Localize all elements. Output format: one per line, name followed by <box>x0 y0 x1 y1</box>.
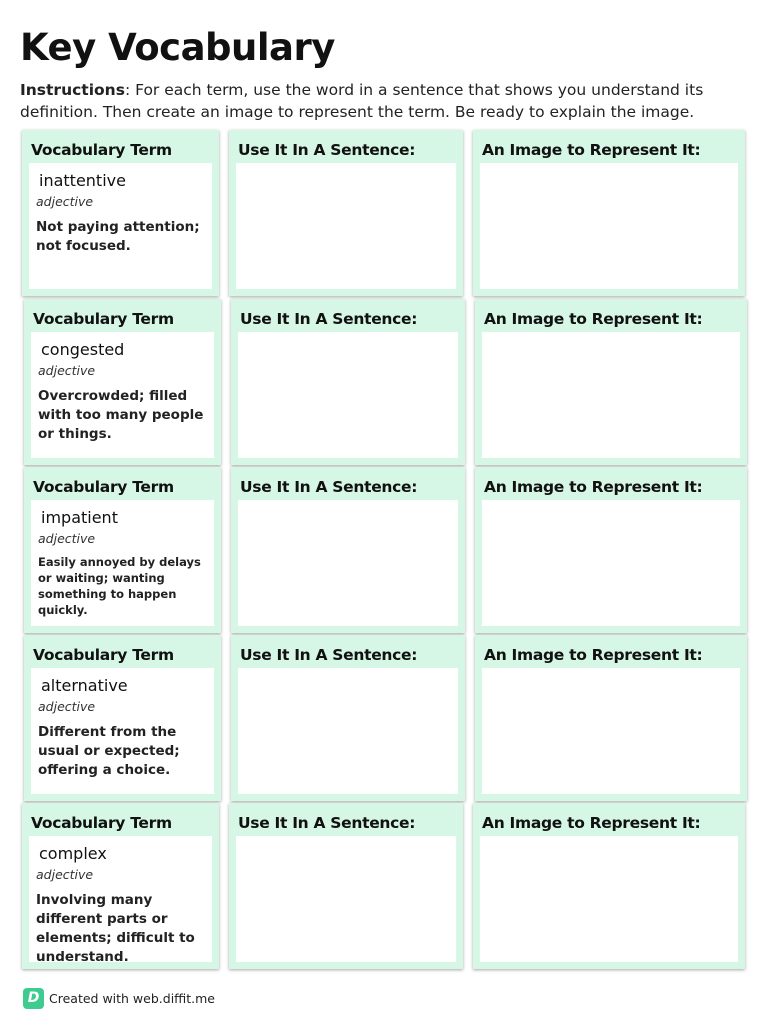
footer <box>23 987 215 1009</box>
sentence-box[interactable] <box>238 668 458 794</box>
image-cell <box>475 467 747 633</box>
term-part-of-speech: adjective <box>38 531 96 546</box>
sentence-cell <box>231 635 465 801</box>
image-cell <box>475 299 747 465</box>
image-box[interactable] <box>480 836 738 962</box>
term-cell <box>22 130 219 296</box>
term-box <box>31 332 214 458</box>
term-word: complex <box>39 844 107 863</box>
term-box <box>29 163 212 289</box>
term-cell <box>24 467 221 633</box>
sentence-header: Use It In A Sentence: <box>240 646 418 664</box>
term-definition: Involving many different parts or elements; difficult to understand. <box>36 892 195 965</box>
image-box[interactable] <box>482 332 740 458</box>
term-part-of-speech: adjective <box>36 867 94 882</box>
term-header: Vocabulary Term <box>33 478 174 496</box>
sentence-box[interactable] <box>238 332 458 458</box>
image-cell <box>473 130 745 296</box>
image-header: An Image to Represent It: <box>484 646 703 664</box>
term-definition: Not paying attention; not focused. <box>36 219 200 254</box>
term-box <box>31 668 214 794</box>
instructions <box>20 79 750 123</box>
term-header: Vocabulary Term <box>33 310 174 328</box>
sentence-cell <box>229 130 463 296</box>
image-cell <box>473 803 745 969</box>
sentence-header: Use It In A Sentence: <box>238 141 416 159</box>
sentence-header: Use It In A Sentence: <box>240 478 418 496</box>
sentence-header: Use It In A Sentence: <box>240 310 418 328</box>
image-header: An Image to Represent It: <box>484 478 703 496</box>
image-box[interactable] <box>480 163 738 289</box>
page-title: Key Vocabulary <box>20 26 335 69</box>
sentence-cell <box>231 467 465 633</box>
term-part-of-speech: adjective <box>38 699 96 714</box>
image-box[interactable] <box>482 500 740 626</box>
term-cell <box>24 635 221 801</box>
term-word: congested <box>41 340 125 359</box>
image-cell <box>475 635 747 801</box>
image-header: An Image to Represent It: <box>482 814 701 832</box>
term-cell <box>24 299 221 465</box>
image-header: An Image to Represent It: <box>484 310 703 328</box>
instructions-text: : For each term, use the word in a sentence that shows you understand its definition. Then create an image to represent the term. Be ready to explain the image. <box>20 81 704 121</box>
term-word: alternative <box>41 676 128 695</box>
term-cell <box>22 803 219 969</box>
term-word: impatient <box>41 508 118 527</box>
term-header: Vocabulary Term <box>31 814 172 832</box>
term-box <box>29 836 212 965</box>
term-header: Vocabulary Term <box>33 646 174 664</box>
image-header: An Image to Represent It: <box>482 141 701 159</box>
sentence-header: Use It In A Sentence: <box>238 814 416 832</box>
term-box <box>31 500 214 626</box>
sentence-cell <box>231 299 465 465</box>
term-part-of-speech: adjective <box>38 363 96 378</box>
image-box[interactable] <box>482 668 740 794</box>
instructions-label: Instructions <box>20 81 125 99</box>
term-part-of-speech: adjective <box>36 194 94 209</box>
sentence-box[interactable] <box>236 163 456 289</box>
sentence-cell <box>229 803 463 969</box>
term-definition: Different from the usual or expected; offering a choice. <box>38 724 180 778</box>
term-definition: Overcrowded; filled with too many people or things. <box>38 388 204 442</box>
diffit-logo-icon: D <box>23 988 44 1009</box>
term-definition: Easily annoyed by delays or waiting; wanting something to happen quickly. <box>38 555 201 617</box>
sentence-box[interactable] <box>236 836 456 962</box>
term-word: inattentive <box>39 171 126 190</box>
sentence-box[interactable] <box>238 500 458 626</box>
term-header: Vocabulary Term <box>31 141 172 159</box>
footer-credit: Created with web.diffit.me <box>49 990 215 1006</box>
